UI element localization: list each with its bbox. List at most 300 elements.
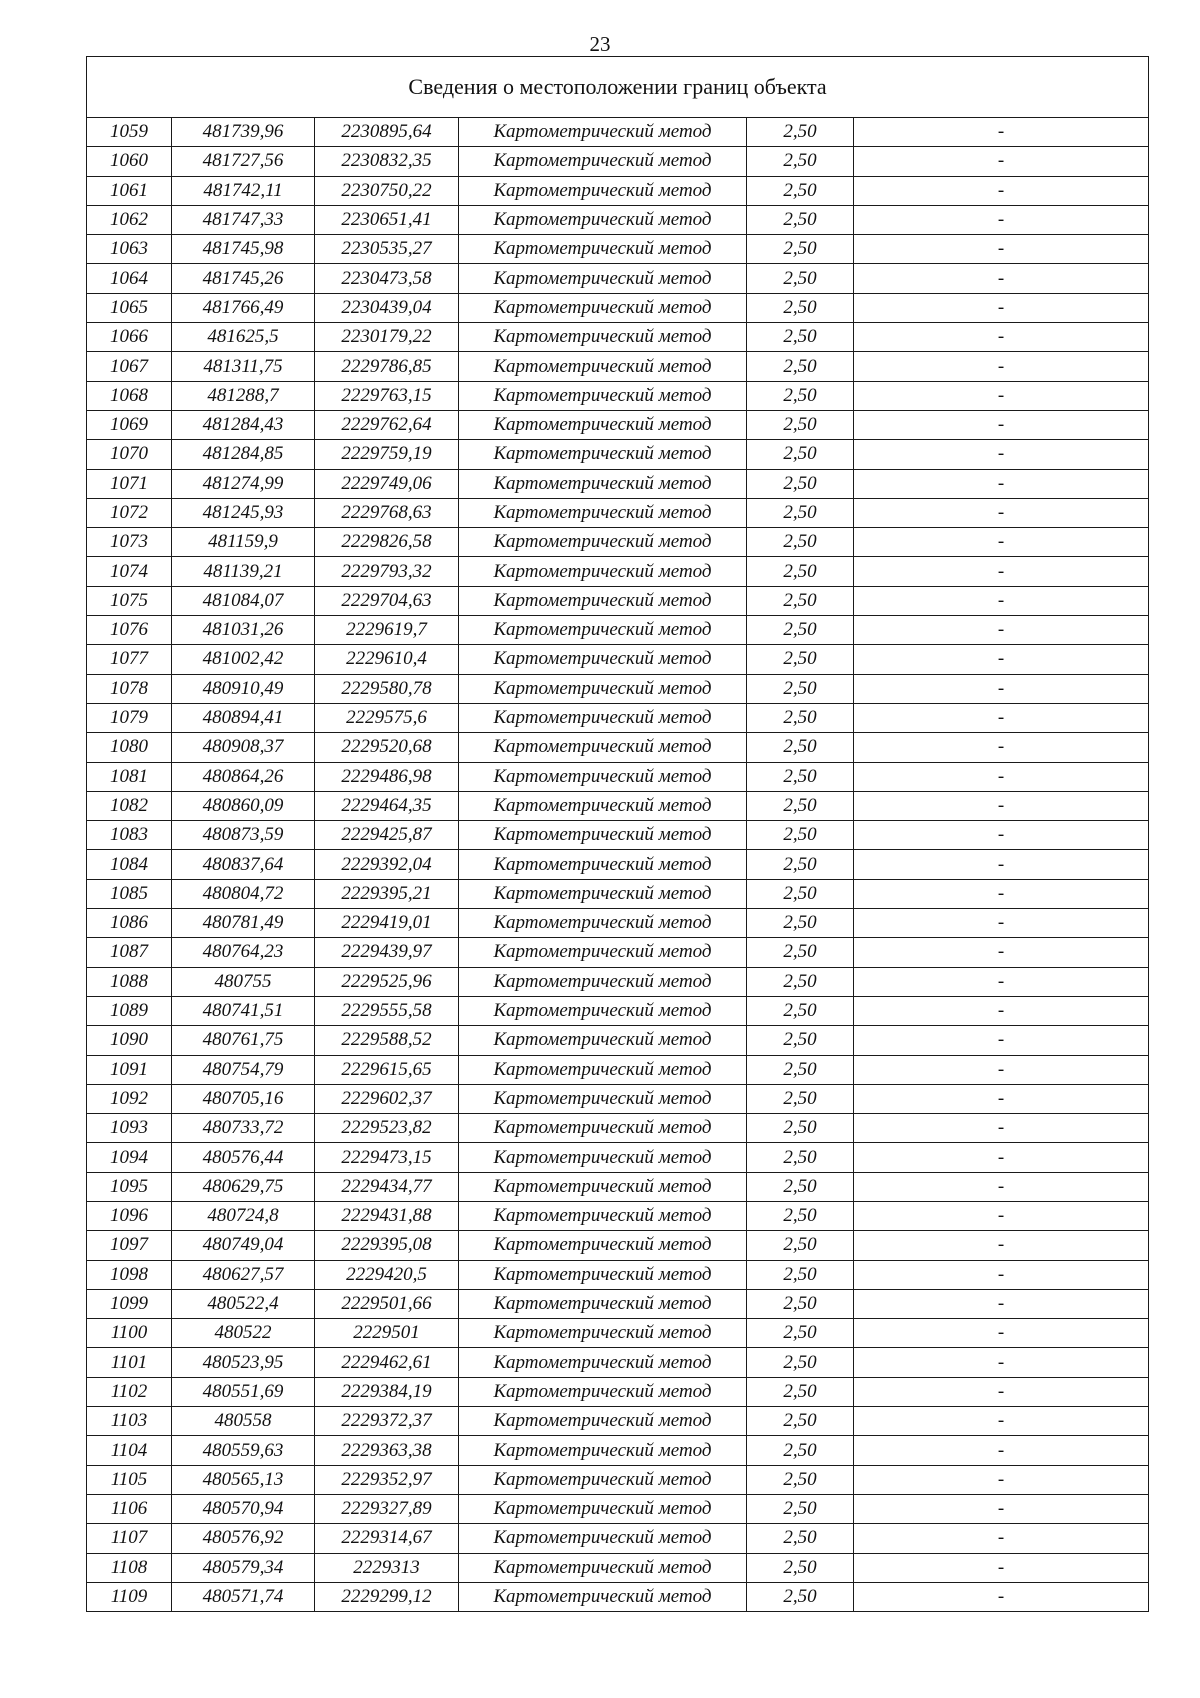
boundary-coordinates-table: [86, 56, 1149, 1612]
accuracy-cell: 2,50: [747, 645, 854, 674]
table-row: [87, 733, 1149, 762]
x-coordinate-cell: 480565,13: [172, 1465, 315, 1494]
x-coordinate-cell: 480579,34: [172, 1553, 315, 1582]
x-coordinate-cell: 481245,93: [172, 498, 315, 527]
point-number-cell: 1084: [87, 850, 172, 879]
x-coordinate-cell: 480741,51: [172, 996, 315, 1025]
x-coordinate-cell: 480629,75: [172, 1172, 315, 1201]
accuracy-cell: 2,50: [747, 1377, 854, 1406]
table-row: [87, 938, 1149, 967]
accuracy-cell: 2,50: [747, 909, 854, 938]
accuracy-cell: 2,50: [747, 938, 854, 967]
table-row: [87, 1582, 1149, 1611]
x-coordinate-cell: 481311,75: [172, 352, 315, 381]
method-cell: Картометрический метод: [459, 1260, 747, 1289]
accuracy-cell: 2,50: [747, 235, 854, 264]
accuracy-cell: 2,50: [747, 440, 854, 469]
table-row: [87, 1465, 1149, 1494]
x-coordinate-cell: 480864,26: [172, 762, 315, 791]
x-coordinate-cell: 480733,72: [172, 1114, 315, 1143]
accuracy-cell: 2,50: [747, 1553, 854, 1582]
method-cell: Картометрический метод: [459, 528, 747, 557]
point-number-cell: 1106: [87, 1494, 172, 1523]
method-cell: Картометрический метод: [459, 323, 747, 352]
table-row: [87, 410, 1149, 439]
method-cell: Картометрический метод: [459, 909, 747, 938]
x-coordinate-cell: 480804,72: [172, 879, 315, 908]
table-row: [87, 1055, 1149, 1084]
method-cell: Картометрический метод: [459, 1201, 747, 1230]
method-cell: Картометрический метод: [459, 1553, 747, 1582]
accuracy-cell: 2,50: [747, 293, 854, 322]
description-cell: -: [854, 586, 1149, 615]
description-cell: -: [854, 118, 1149, 147]
accuracy-cell: 2,50: [747, 410, 854, 439]
accuracy-cell: 2,50: [747, 1319, 854, 1348]
description-cell: -: [854, 1289, 1149, 1318]
description-cell: -: [854, 1348, 1149, 1377]
table-row: [87, 1553, 1149, 1582]
x-coordinate-cell: 481284,43: [172, 410, 315, 439]
table-row: [87, 1319, 1149, 1348]
accuracy-cell: 2,50: [747, 791, 854, 820]
table-row: [87, 1524, 1149, 1553]
y-coordinate-cell: 2229749,06: [315, 469, 459, 498]
accuracy-cell: 2,50: [747, 674, 854, 703]
method-cell: Картометрический метод: [459, 645, 747, 674]
y-coordinate-cell: 2230535,27: [315, 235, 459, 264]
method-cell: Картометрический метод: [459, 557, 747, 586]
accuracy-cell: 2,50: [747, 703, 854, 732]
y-coordinate-cell: 2229793,32: [315, 557, 459, 586]
method-cell: Картометрический метод: [459, 410, 747, 439]
x-coordinate-cell: 481139,21: [172, 557, 315, 586]
description-cell: -: [854, 235, 1149, 264]
y-coordinate-cell: 2229473,15: [315, 1143, 459, 1172]
table-row: [87, 323, 1149, 352]
description-cell: -: [854, 762, 1149, 791]
table-row: [87, 469, 1149, 498]
point-number-cell: 1100: [87, 1319, 172, 1348]
point-number-cell: 1091: [87, 1055, 172, 1084]
method-cell: Картометрический метод: [459, 967, 747, 996]
method-cell: Картометрический метод: [459, 1524, 747, 1553]
x-coordinate-cell: 480522: [172, 1319, 315, 1348]
x-coordinate-cell: 481745,98: [172, 235, 315, 264]
table-row: [87, 264, 1149, 293]
description-cell: -: [854, 147, 1149, 176]
accuracy-cell: 2,50: [747, 205, 854, 234]
x-coordinate-cell: 480910,49: [172, 674, 315, 703]
table-row: [87, 381, 1149, 410]
table-row: [87, 850, 1149, 879]
y-coordinate-cell: 2229486,98: [315, 762, 459, 791]
method-cell: Картометрический метод: [459, 1319, 747, 1348]
description-cell: -: [854, 1524, 1149, 1553]
accuracy-cell: 2,50: [747, 1465, 854, 1494]
x-coordinate-cell: 480522,4: [172, 1289, 315, 1318]
y-coordinate-cell: 2229313: [315, 1553, 459, 1582]
point-number-cell: 1059: [87, 118, 172, 147]
y-coordinate-cell: 2229523,82: [315, 1114, 459, 1143]
description-cell: -: [854, 1377, 1149, 1406]
y-coordinate-cell: 2229384,19: [315, 1377, 459, 1406]
accuracy-cell: 2,50: [747, 1055, 854, 1084]
x-coordinate-cell: 480761,75: [172, 1026, 315, 1055]
table-row: [87, 586, 1149, 615]
point-number-cell: 1105: [87, 1465, 172, 1494]
y-coordinate-cell: 2229602,37: [315, 1084, 459, 1113]
point-number-cell: 1093: [87, 1114, 172, 1143]
table-row: [87, 703, 1149, 732]
x-coordinate-cell: 480749,04: [172, 1231, 315, 1260]
table-row: [87, 674, 1149, 703]
x-coordinate-cell: 481625,5: [172, 323, 315, 352]
point-number-cell: 1078: [87, 674, 172, 703]
point-number-cell: 1083: [87, 821, 172, 850]
table-row: [87, 557, 1149, 586]
accuracy-cell: 2,50: [747, 147, 854, 176]
point-number-cell: 1071: [87, 469, 172, 498]
x-coordinate-cell: 480754,79: [172, 1055, 315, 1084]
point-number-cell: 1087: [87, 938, 172, 967]
point-number-cell: 1085: [87, 879, 172, 908]
table-header-row: [87, 57, 1149, 118]
accuracy-cell: 2,50: [747, 850, 854, 879]
point-number-cell: 1076: [87, 616, 172, 645]
accuracy-cell: 2,50: [747, 176, 854, 205]
accuracy-cell: 2,50: [747, 1026, 854, 1055]
table-row: [87, 1377, 1149, 1406]
table-row: [87, 1084, 1149, 1113]
y-coordinate-cell: 2229395,08: [315, 1231, 459, 1260]
point-number-cell: 1086: [87, 909, 172, 938]
method-cell: Картометрический метод: [459, 381, 747, 410]
y-coordinate-cell: 2229762,64: [315, 410, 459, 439]
table-row: [87, 528, 1149, 557]
point-number-cell: 1079: [87, 703, 172, 732]
y-coordinate-cell: 2229768,63: [315, 498, 459, 527]
y-coordinate-cell: 2229439,97: [315, 938, 459, 967]
method-cell: Картометрический метод: [459, 1084, 747, 1113]
x-coordinate-cell: 481739,96: [172, 118, 315, 147]
point-number-cell: 1068: [87, 381, 172, 410]
accuracy-cell: 2,50: [747, 469, 854, 498]
accuracy-cell: 2,50: [747, 498, 854, 527]
accuracy-cell: 2,50: [747, 1407, 854, 1436]
description-cell: -: [854, 498, 1149, 527]
method-cell: Картометрический метод: [459, 791, 747, 820]
table-row: [87, 1026, 1149, 1055]
table-row: [87, 293, 1149, 322]
description-cell: -: [854, 1582, 1149, 1611]
accuracy-cell: 2,50: [747, 323, 854, 352]
accuracy-cell: 2,50: [747, 762, 854, 791]
description-cell: -: [854, 996, 1149, 1025]
y-coordinate-cell: 2229395,21: [315, 879, 459, 908]
y-coordinate-cell: 2230439,04: [315, 293, 459, 322]
point-number-cell: 1064: [87, 264, 172, 293]
point-number-cell: 1062: [87, 205, 172, 234]
description-cell: -: [854, 703, 1149, 732]
description-cell: -: [854, 1114, 1149, 1143]
accuracy-cell: 2,50: [747, 1260, 854, 1289]
method-cell: Картометрический метод: [459, 147, 747, 176]
method-cell: Картометрический метод: [459, 176, 747, 205]
y-coordinate-cell: 2230651,41: [315, 205, 459, 234]
point-number-cell: 1097: [87, 1231, 172, 1260]
x-coordinate-cell: 480705,16: [172, 1084, 315, 1113]
point-number-cell: 1067: [87, 352, 172, 381]
accuracy-cell: 2,50: [747, 557, 854, 586]
description-cell: -: [854, 264, 1149, 293]
y-coordinate-cell: 2229419,01: [315, 909, 459, 938]
table-row: [87, 1143, 1149, 1172]
description-cell: -: [854, 1436, 1149, 1465]
x-coordinate-cell: 481747,33: [172, 205, 315, 234]
table-row: [87, 1494, 1149, 1523]
method-cell: Картометрический метод: [459, 118, 747, 147]
y-coordinate-cell: 2229372,37: [315, 1407, 459, 1436]
accuracy-cell: 2,50: [747, 879, 854, 908]
description-cell: -: [854, 1319, 1149, 1348]
method-cell: Картометрический метод: [459, 938, 747, 967]
table-row: [87, 909, 1149, 938]
description-cell: -: [854, 616, 1149, 645]
y-coordinate-cell: 2229520,68: [315, 733, 459, 762]
description-cell: -: [854, 1084, 1149, 1113]
table-row: [87, 1172, 1149, 1201]
point-number-cell: 1065: [87, 293, 172, 322]
table-row: [87, 762, 1149, 791]
description-cell: -: [854, 293, 1149, 322]
x-coordinate-cell: 480873,59: [172, 821, 315, 850]
description-cell: -: [854, 469, 1149, 498]
method-cell: Картометрический метод: [459, 1436, 747, 1465]
table-row: [87, 967, 1149, 996]
point-number-cell: 1070: [87, 440, 172, 469]
description-cell: -: [854, 557, 1149, 586]
table-row: [87, 1201, 1149, 1230]
method-cell: Картометрический метод: [459, 996, 747, 1025]
description-cell: -: [854, 645, 1149, 674]
y-coordinate-cell: 2229555,58: [315, 996, 459, 1025]
table-row: [87, 498, 1149, 527]
method-cell: Картометрический метод: [459, 674, 747, 703]
y-coordinate-cell: 2229501: [315, 1319, 459, 1348]
x-coordinate-cell: 481274,99: [172, 469, 315, 498]
accuracy-cell: 2,50: [747, 967, 854, 996]
table-row: [87, 1231, 1149, 1260]
x-coordinate-cell: 481742,11: [172, 176, 315, 205]
accuracy-cell: 2,50: [747, 1172, 854, 1201]
method-cell: Картометрический метод: [459, 733, 747, 762]
x-coordinate-cell: 481766,49: [172, 293, 315, 322]
description-cell: -: [854, 791, 1149, 820]
description-cell: -: [854, 1172, 1149, 1201]
method-cell: Картометрический метод: [459, 1494, 747, 1523]
table-row: [87, 205, 1149, 234]
point-number-cell: 1089: [87, 996, 172, 1025]
point-number-cell: 1066: [87, 323, 172, 352]
point-number-cell: 1074: [87, 557, 172, 586]
y-coordinate-cell: 2229352,97: [315, 1465, 459, 1494]
accuracy-cell: 2,50: [747, 528, 854, 557]
description-cell: -: [854, 733, 1149, 762]
accuracy-cell: 2,50: [747, 1524, 854, 1553]
point-number-cell: 1094: [87, 1143, 172, 1172]
x-coordinate-cell: 481031,26: [172, 616, 315, 645]
y-coordinate-cell: 2229501,66: [315, 1289, 459, 1318]
description-cell: -: [854, 1494, 1149, 1523]
method-cell: Картометрический метод: [459, 1055, 747, 1084]
y-coordinate-cell: 2229420,5: [315, 1260, 459, 1289]
table-row: [87, 176, 1149, 205]
x-coordinate-cell: 481084,07: [172, 586, 315, 615]
point-number-cell: 1096: [87, 1201, 172, 1230]
x-coordinate-cell: 480571,74: [172, 1582, 315, 1611]
x-coordinate-cell: 480755: [172, 967, 315, 996]
accuracy-cell: 2,50: [747, 1084, 854, 1113]
point-number-cell: 1109: [87, 1582, 172, 1611]
method-cell: Картометрический метод: [459, 703, 747, 732]
accuracy-cell: 2,50: [747, 1494, 854, 1523]
method-cell: Картометрический метод: [459, 1143, 747, 1172]
table-row: [87, 1114, 1149, 1143]
point-number-cell: 1095: [87, 1172, 172, 1201]
point-number-cell: 1081: [87, 762, 172, 791]
x-coordinate-cell: 481159,9: [172, 528, 315, 557]
accuracy-cell: 2,50: [747, 381, 854, 410]
x-coordinate-cell: 481284,85: [172, 440, 315, 469]
point-number-cell: 1073: [87, 528, 172, 557]
y-coordinate-cell: 2229610,4: [315, 645, 459, 674]
method-cell: Картометрический метод: [459, 498, 747, 527]
method-cell: Картометрический метод: [459, 205, 747, 234]
y-coordinate-cell: 2229462,61: [315, 1348, 459, 1377]
table-row: [87, 1436, 1149, 1465]
table-row: [87, 879, 1149, 908]
x-coordinate-cell: 480764,23: [172, 938, 315, 967]
method-cell: Картометрический метод: [459, 1231, 747, 1260]
x-coordinate-cell: 480724,8: [172, 1201, 315, 1230]
point-number-cell: 1080: [87, 733, 172, 762]
description-cell: -: [854, 176, 1149, 205]
method-cell: Картометрический метод: [459, 352, 747, 381]
table-row: [87, 440, 1149, 469]
description-cell: -: [854, 1553, 1149, 1582]
y-coordinate-cell: 2229826,58: [315, 528, 459, 557]
accuracy-cell: 2,50: [747, 996, 854, 1025]
description-cell: -: [854, 909, 1149, 938]
y-coordinate-cell: 2229434,77: [315, 1172, 459, 1201]
accuracy-cell: 2,50: [747, 352, 854, 381]
accuracy-cell: 2,50: [747, 1582, 854, 1611]
point-number-cell: 1088: [87, 967, 172, 996]
x-coordinate-cell: 481745,26: [172, 264, 315, 293]
point-number-cell: 1107: [87, 1524, 172, 1553]
table-row: [87, 1407, 1149, 1436]
x-coordinate-cell: 480627,57: [172, 1260, 315, 1289]
description-cell: -: [854, 1201, 1149, 1230]
x-coordinate-cell: 480576,44: [172, 1143, 315, 1172]
point-number-cell: 1060: [87, 147, 172, 176]
description-cell: -: [854, 879, 1149, 908]
y-coordinate-cell: 2229615,65: [315, 1055, 459, 1084]
y-coordinate-cell: 2229363,38: [315, 1436, 459, 1465]
page-number: 23: [589, 32, 611, 56]
x-coordinate-cell: 480558: [172, 1407, 315, 1436]
x-coordinate-cell: 481727,56: [172, 147, 315, 176]
description-cell: -: [854, 1407, 1149, 1436]
method-cell: Картометрический метод: [459, 1348, 747, 1377]
method-cell: Картометрический метод: [459, 850, 747, 879]
method-cell: Картометрический метод: [459, 1407, 747, 1436]
method-cell: Картометрический метод: [459, 821, 747, 850]
point-number-cell: 1108: [87, 1553, 172, 1582]
description-cell: -: [854, 1026, 1149, 1055]
method-cell: Картометрический метод: [459, 1465, 747, 1494]
description-cell: -: [854, 1055, 1149, 1084]
description-cell: -: [854, 410, 1149, 439]
method-cell: Картометрический метод: [459, 235, 747, 264]
description-cell: -: [854, 967, 1149, 996]
description-cell: -: [854, 323, 1149, 352]
table-body: [87, 57, 1149, 1612]
description-cell: -: [854, 850, 1149, 879]
y-coordinate-cell: 2229392,04: [315, 850, 459, 879]
point-number-cell: 1061: [87, 176, 172, 205]
accuracy-cell: 2,50: [747, 733, 854, 762]
x-coordinate-cell: 480551,69: [172, 1377, 315, 1406]
method-cell: Картометрический метод: [459, 469, 747, 498]
table-row: [87, 147, 1149, 176]
description-cell: -: [854, 938, 1149, 967]
accuracy-cell: 2,50: [747, 1143, 854, 1172]
x-coordinate-cell: 480523,95: [172, 1348, 315, 1377]
description-cell: -: [854, 381, 1149, 410]
x-coordinate-cell: 481288,7: [172, 381, 315, 410]
x-coordinate-cell: 480570,94: [172, 1494, 315, 1523]
method-cell: Картометрический метод: [459, 1289, 747, 1318]
x-coordinate-cell: 480781,49: [172, 909, 315, 938]
method-cell: Картометрический метод: [459, 293, 747, 322]
description-cell: -: [854, 205, 1149, 234]
point-number-cell: 1082: [87, 791, 172, 820]
table-row: [87, 996, 1149, 1025]
y-coordinate-cell: 2229425,87: [315, 821, 459, 850]
point-number-cell: 1101: [87, 1348, 172, 1377]
accuracy-cell: 2,50: [747, 1289, 854, 1318]
point-number-cell: 1104: [87, 1436, 172, 1465]
method-cell: Картометрический метод: [459, 616, 747, 645]
y-coordinate-cell: 2229786,85: [315, 352, 459, 381]
x-coordinate-cell: 481002,42: [172, 645, 315, 674]
description-cell: -: [854, 528, 1149, 557]
point-number-cell: 1103: [87, 1407, 172, 1436]
method-cell: Картометрический метод: [459, 879, 747, 908]
description-cell: -: [854, 674, 1149, 703]
y-coordinate-cell: 2230750,22: [315, 176, 459, 205]
accuracy-cell: 2,50: [747, 1436, 854, 1465]
table-row: [87, 791, 1149, 820]
method-cell: Картометрический метод: [459, 762, 747, 791]
point-number-cell: 1077: [87, 645, 172, 674]
table-row: [87, 645, 1149, 674]
table-row: [87, 616, 1149, 645]
x-coordinate-cell: 480894,41: [172, 703, 315, 732]
description-cell: -: [854, 352, 1149, 381]
